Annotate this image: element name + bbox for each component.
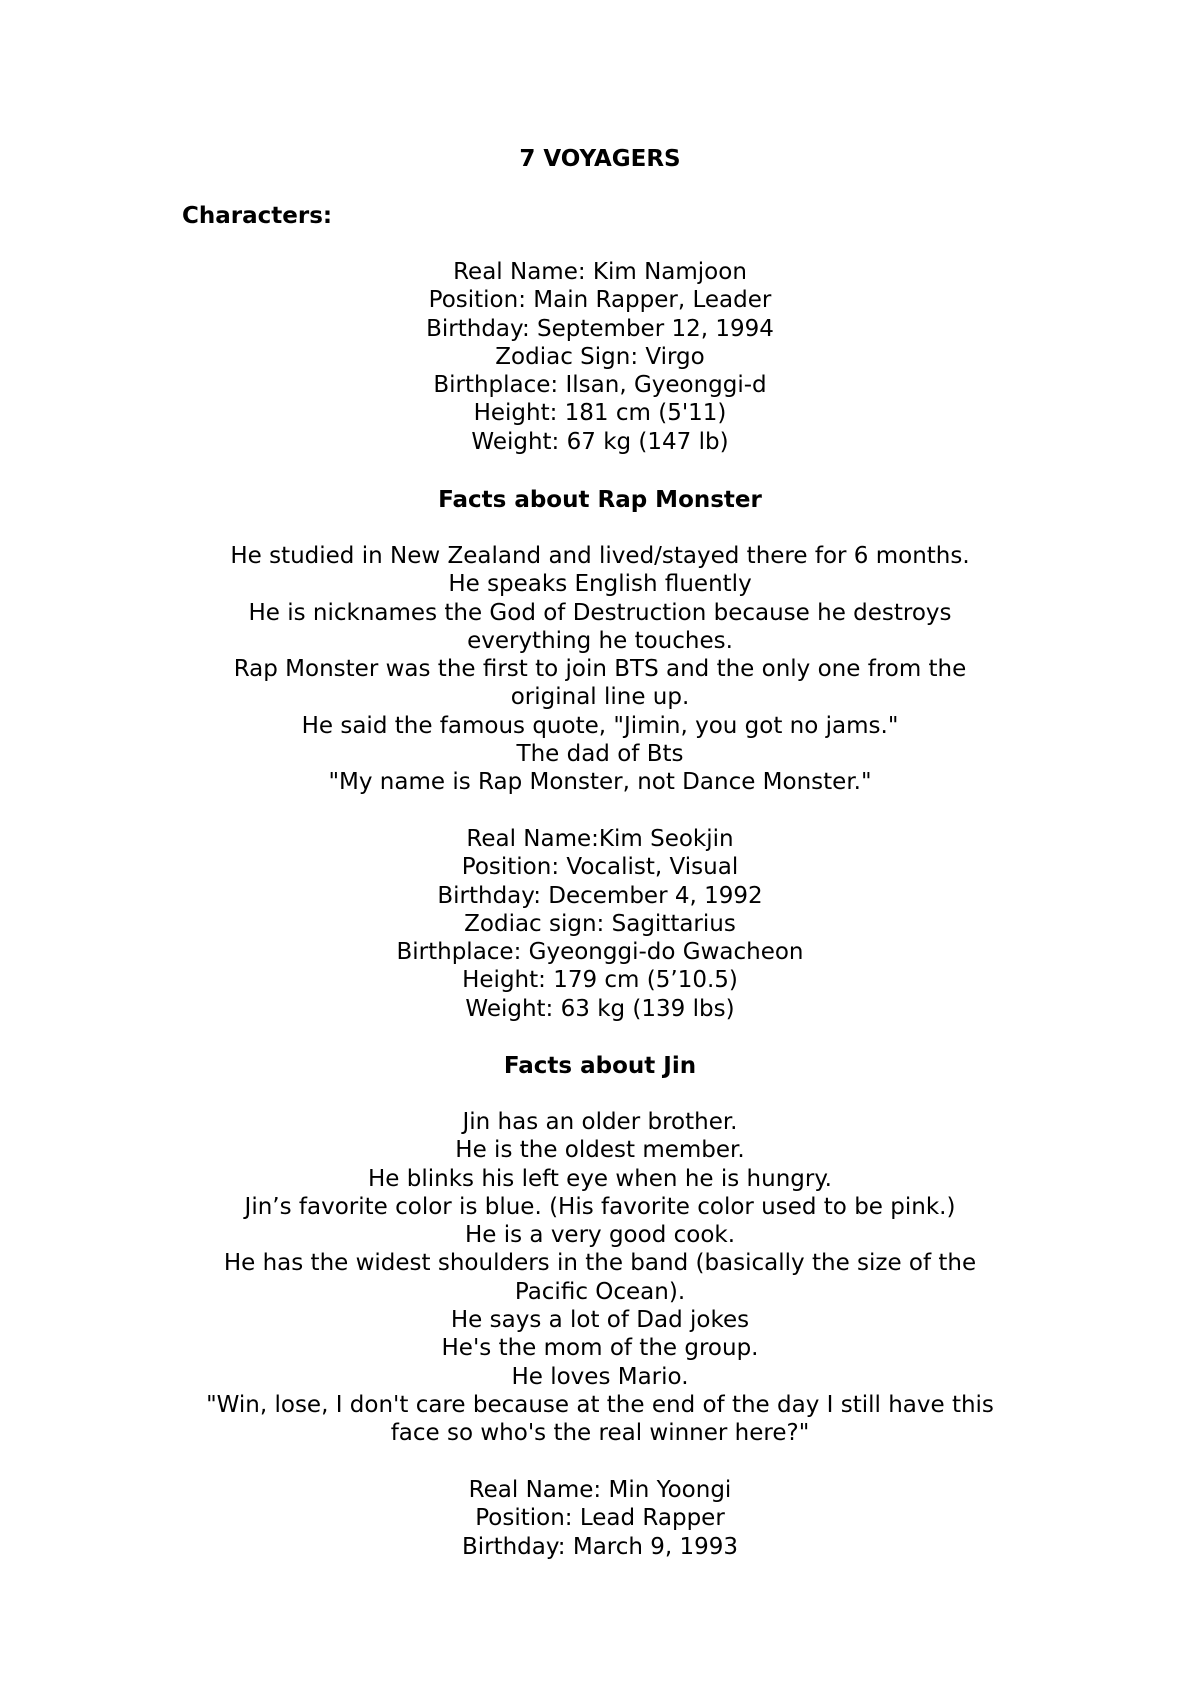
rm-facts-heading: Facts about Rap Monster bbox=[438, 487, 762, 513]
rm-fact-line: Rap Monster was the first to join BTS and the only one from the bbox=[233, 656, 967, 683]
rm-fact-line: The dad of Bts bbox=[516, 741, 684, 768]
jin-birthplace: Birthplace: Gyeonggi-do Gwacheon bbox=[396, 939, 804, 966]
jin-birthday: Birthday: December 4, 1992 bbox=[437, 882, 763, 909]
suga-birthday: Birthday: March 9, 1993 bbox=[461, 1533, 739, 1560]
rm-weight: Weight: 67 kg (147 lb) bbox=[471, 428, 729, 455]
jin-fact-line: He's the mom of the group. bbox=[441, 1335, 759, 1362]
jin-fact-line: He loves Mario. bbox=[511, 1363, 689, 1390]
characters-label: Characters: bbox=[182, 203, 333, 229]
jin-fact-line: "Win, lose, I don't care because at the end of the day I still have this bbox=[206, 1391, 994, 1418]
jin-facts-heading: Facts about Jin bbox=[503, 1053, 697, 1079]
suga-position: Position: Lead Rapper bbox=[475, 1505, 725, 1532]
jin-fact-line: He is a very good cook. bbox=[464, 1222, 736, 1249]
rm-fact-line: He studied in New Zealand and lived/stayed there for 6 months. bbox=[230, 543, 970, 569]
suga-real-name: Real Name: Min Yoongi bbox=[468, 1477, 732, 1503]
rm-fact-line: everything he touches. bbox=[467, 627, 733, 654]
rm-birthday: Birthday: September 12, 1994 bbox=[426, 315, 774, 342]
jin-fact-line: He blinks his left eye when he is hungry. bbox=[368, 1165, 832, 1192]
rm-height: Height: 181 cm (5'11) bbox=[473, 400, 727, 427]
rm-real-name: Real Name: Kim Namjoon bbox=[453, 259, 747, 285]
jin-weight: Weight: 63 kg (139 lbs) bbox=[465, 995, 735, 1022]
rm-position: Position: Main Rapper, Leader bbox=[428, 287, 772, 314]
rm-birthplace: Birthplace: Ilsan, Gyeonggi-d bbox=[433, 372, 767, 399]
jin-fact-line: He has the widest shoulders in the band (basically the size of the bbox=[223, 1250, 977, 1277]
jin-fact-line: face so who's the real winner here?" bbox=[390, 1420, 810, 1447]
jin-fact-line: He is the oldest member. bbox=[455, 1137, 745, 1164]
rm-fact-line: He is nicknames the God of Destruction because he destroys bbox=[248, 599, 952, 626]
jin-profile bbox=[0, 825, 1200, 1023]
rm-fact-line: original line up. bbox=[510, 684, 690, 711]
jin-fact-line: Jin has an older brother. bbox=[462, 1109, 738, 1135]
jin-position: Position: Vocalist, Visual bbox=[461, 854, 739, 881]
rm-profile bbox=[0, 258, 1200, 456]
rm-fact-line: "My name is Rap Monster, not Dance Monster." bbox=[328, 769, 872, 796]
jin-fact-line: Jin’s favorite color is blue. (His favorite color used to be pink.) bbox=[244, 1193, 956, 1220]
jin-facts bbox=[0, 1108, 1200, 1448]
rm-fact-line: He speaks English fluently bbox=[448, 571, 752, 598]
document-title: 7 VOYAGERS bbox=[519, 146, 681, 172]
rm-zodiac: Zodiac Sign: Virgo bbox=[495, 343, 705, 370]
jin-fact-line: He says a lot of Dad jokes bbox=[450, 1307, 750, 1334]
jin-fact-line: Pacific Ocean). bbox=[514, 1278, 686, 1305]
suga-profile bbox=[0, 1476, 1200, 1561]
rm-fact-line: He said the famous quote, "Jimin, you got no jams." bbox=[301, 712, 899, 739]
rm-facts bbox=[0, 542, 1200, 797]
jin-zodiac: Zodiac sign: Sagittarius bbox=[464, 910, 736, 937]
jin-real-name: Real Name:Kim Seokjin bbox=[466, 826, 734, 852]
jin-height: Height: 179 cm (5’10.5) bbox=[462, 967, 738, 994]
